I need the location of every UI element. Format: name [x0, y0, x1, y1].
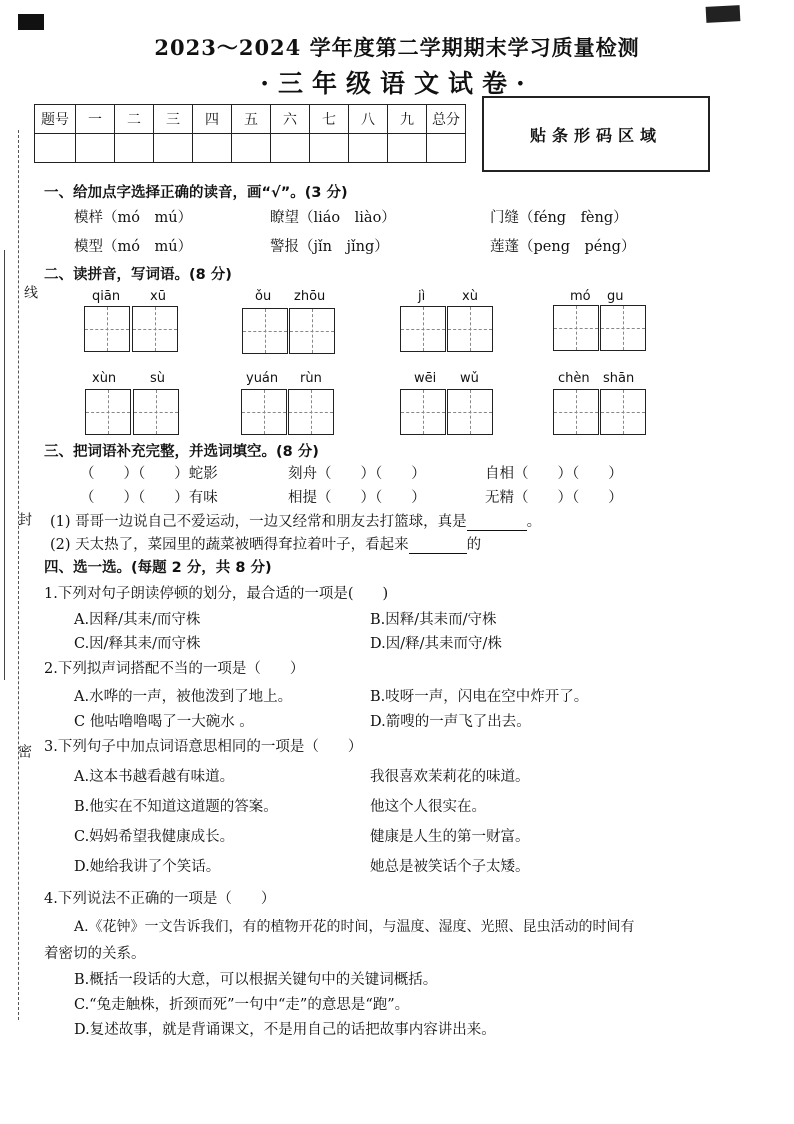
question-4: 4.下列说法不正确的一项是（ ） [44, 891, 276, 907]
binding-mark-mi: 密 [16, 744, 32, 758]
score-cell[interactable] [193, 134, 232, 163]
option[interactable]: C.因/释其耒/而守株 [74, 636, 201, 652]
pronunciation-item[interactable]: 瞭望（liáo liào） [270, 210, 396, 226]
score-header: 六 [271, 105, 310, 134]
score-header: 题号 [35, 105, 76, 134]
writing-box[interactable] [133, 389, 179, 435]
option-pair: 他这个人很实在。 [370, 799, 486, 815]
writing-box[interactable] [85, 389, 131, 435]
binding-line [4, 250, 5, 680]
binding-mark-xian: 线 [22, 285, 38, 299]
idiom-fill[interactable]: 相提（ ）（ ） [288, 490, 426, 506]
option[interactable]: C.妈妈希望我健康成长。 [74, 829, 235, 845]
option[interactable]: A.这本书越看越有味道。 [74, 769, 235, 785]
section1-heading: 一、给加点字选择正确的读音，画“√”。(3 分) [44, 185, 348, 201]
pronunciation-item[interactable]: 警报（jǐn jǐng） [270, 239, 389, 255]
score-cell[interactable] [232, 134, 271, 163]
pinyin-label: qiān [92, 289, 121, 304]
score-table [34, 104, 466, 163]
writing-box[interactable] [241, 389, 287, 435]
option[interactable]: B.概括一段话的大意，可以根据关键句中的关键词概括。 [74, 972, 438, 988]
answer-blank[interactable] [409, 539, 467, 554]
score-cell[interactable] [271, 134, 310, 163]
exam-title: 2023～2024 学年度第二学期期末学习质量检测 [154, 35, 640, 60]
question-2: 2.下列拟声词搭配不当的一项是（ ） [44, 661, 305, 677]
option-pair: 我很喜欢茉莉花的味道。 [370, 769, 530, 785]
fill-sentence-2 [50, 533, 481, 554]
writing-box[interactable] [400, 306, 446, 352]
idiom-fill[interactable]: 自相（ ）（ ） [485, 466, 623, 482]
score-header: 一 [76, 105, 115, 134]
pinyin-label: rùn [300, 371, 322, 386]
option-pair: 她总是被笑话个子太矮。 [370, 859, 530, 875]
writing-box[interactable] [400, 389, 446, 435]
answer-blank[interactable] [467, 516, 527, 531]
writing-box[interactable] [600, 389, 646, 435]
score-header: 七 [310, 105, 349, 134]
option[interactable]: D.箭嗖的一声飞了出去。 [370, 714, 531, 730]
pronunciation-item[interactable]: 莲蓬（peng péng） [490, 239, 636, 255]
sentence-text: (1) 哥哥一边说自己不爱运动，一边又经常和朋友去打篮球，真是 [50, 514, 467, 530]
option[interactable]: D.因/释/其耒而守/株 [370, 636, 502, 652]
score-header: 二 [115, 105, 154, 134]
score-header: 九 [388, 105, 427, 134]
pinyin-label: mó [570, 289, 591, 304]
fill-sentence-1 [50, 510, 541, 531]
score-cell[interactable] [35, 134, 76, 163]
score-header-row [35, 105, 466, 134]
pinyin-label: gu [607, 289, 624, 304]
writing-box[interactable] [242, 308, 288, 354]
option-continuation: 着密切的关系。 [44, 946, 146, 962]
option[interactable]: A.《花钟》一文告诉我们，有的植物开花的时间，与温度、湿度、光照、昆虫活动的时间有 [74, 919, 635, 935]
writing-box[interactable] [84, 306, 130, 352]
barcode-area: 贴条形码区域 [482, 96, 710, 172]
writing-box[interactable] [447, 389, 493, 435]
pinyin-label: sù [150, 371, 166, 386]
option[interactable]: A.水哗的一声，被他泼到了地上。 [74, 689, 293, 705]
idiom-fill[interactable]: 无精（ ）（ ） [485, 490, 623, 506]
score-cell[interactable] [388, 134, 427, 163]
pinyin-label: ǒu [255, 289, 272, 304]
pinyin-label: zhōu [294, 289, 326, 304]
writing-box[interactable] [447, 306, 493, 352]
option[interactable]: D.复述故事，就是背诵课文，不是用自己的话把故事内容讲出来。 [74, 1022, 496, 1038]
score-cell[interactable] [76, 134, 115, 163]
option[interactable]: B.吱呀一声，闪电在空中炸开了。 [370, 689, 589, 705]
score-cell[interactable] [349, 134, 388, 163]
pinyin-label: yuán [246, 371, 279, 386]
score-cell[interactable] [427, 134, 466, 163]
score-cell[interactable] [310, 134, 349, 163]
score-blank-row[interactable] [35, 134, 466, 163]
corner-mark [18, 14, 44, 30]
sentence-end: 。 [526, 514, 542, 530]
score-cell[interactable] [154, 134, 193, 163]
option[interactable]: C.“兔走触株，折颈而死”一句中“走”的意思是“跑”。 [74, 997, 410, 1013]
pronunciation-item[interactable]: 模型（mó mú） [74, 239, 193, 255]
question-3: 3.下列句子中加点词语意思相同的一项是（ ） [44, 739, 363, 755]
pinyin-label: wǔ [460, 371, 479, 386]
option[interactable]: D.她给我讲了个笑话。 [74, 859, 221, 875]
option[interactable]: B.他实在不知道这道题的答案。 [74, 799, 278, 815]
writing-box[interactable] [289, 308, 335, 354]
pinyin-label: xùn [92, 371, 117, 386]
section2-heading: 二、读拼音，写词语。(8 分) [44, 267, 232, 283]
exam-subtitle: ·三年级语文试卷· [260, 69, 534, 98]
corner-mark [706, 5, 741, 23]
idiom-fill[interactable]: （ ）（ ）蛇影 [80, 466, 218, 482]
pinyin-label: chèn [558, 371, 590, 386]
writing-box[interactable] [553, 389, 599, 435]
option[interactable]: C 他咕噜噜喝了一大碗水 。 [74, 714, 254, 730]
score-header: 四 [193, 105, 232, 134]
option[interactable]: B.因释/其耒而/守株 [370, 612, 497, 628]
pinyin-label: xù [462, 289, 478, 304]
pronunciation-item[interactable]: 门缝（féng fèng） [490, 210, 628, 226]
writing-box[interactable] [132, 306, 178, 352]
pinyin-label: jì [418, 289, 426, 304]
pinyin-label: shān [603, 371, 635, 386]
pinyin-label: xū [150, 289, 166, 304]
idiom-fill[interactable]: （ ）（ ）有味 [80, 490, 218, 506]
pinyin-label: wēi [414, 371, 437, 386]
score-cell[interactable] [115, 134, 154, 163]
section4-heading: 四、选一选。(每题 2 分，共 8 分) [44, 560, 272, 576]
option-pair: 健康是人生的第一财富。 [370, 829, 530, 845]
question-1: 1.下列对句子朗读停顿的划分，最合适的一项是( ) [44, 586, 389, 602]
writing-box[interactable] [600, 305, 646, 351]
score-header: 三 [154, 105, 193, 134]
pronunciation-item[interactable]: 模样（mó mú） [74, 210, 193, 226]
sentence-text: (2) 天太热了，菜园里的蔬菜被晒得耷拉着叶子，看起来 [50, 537, 409, 553]
section3-heading: 三、把词语补充完整，并选词填空。(8 分) [44, 444, 319, 460]
binding-mark-feng: 封 [16, 512, 32, 526]
writing-box[interactable] [553, 305, 599, 351]
sentence-end: 的 [466, 537, 482, 553]
score-header: 总分 [427, 105, 466, 134]
score-header: 五 [232, 105, 271, 134]
binding-line [18, 130, 20, 1020]
score-header: 八 [349, 105, 388, 134]
writing-box[interactable] [288, 389, 334, 435]
option[interactable]: A.因释/其耒/而守株 [74, 612, 201, 628]
idiom-fill[interactable]: 刻舟（ ）（ ） [288, 466, 426, 482]
